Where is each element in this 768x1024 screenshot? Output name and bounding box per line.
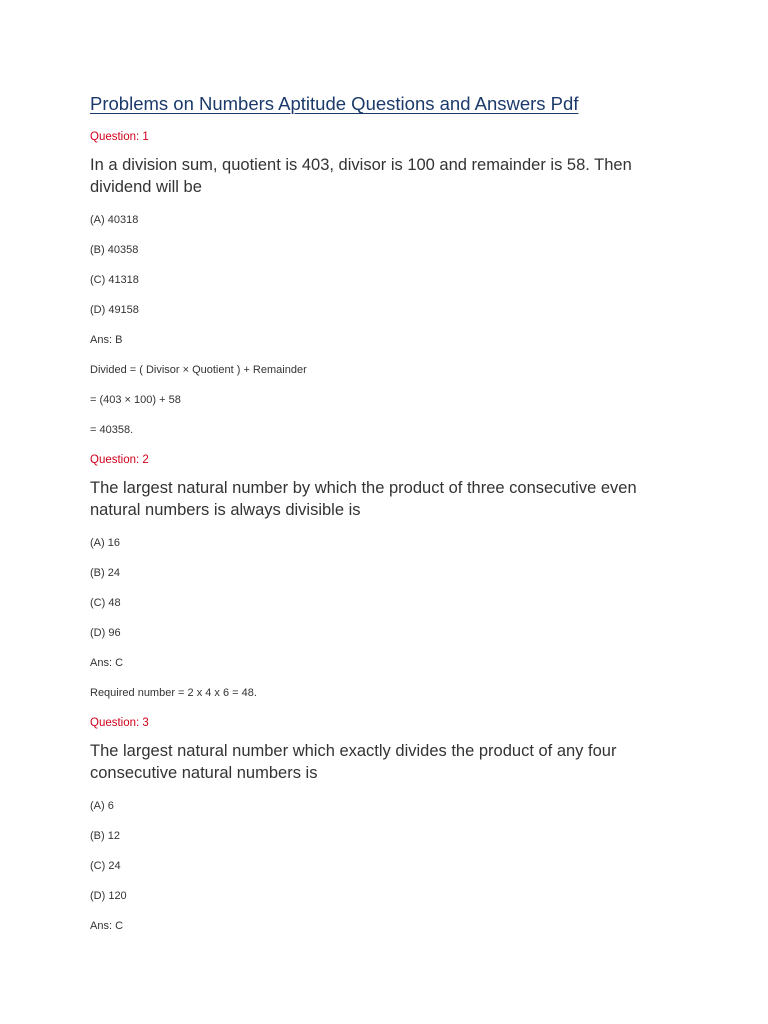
explanation-line: Divided = ( Divisor × Quotient ) + Remainder [90,364,307,376]
explanation-line: = (403 × 100) + 58 [90,394,181,406]
question-text: The largest natural number by which the product of three consecutive even natural numbers is always divisible is [90,479,637,519]
question-label: Question: 1 [90,131,149,143]
option-d: (D) 120 [90,890,127,902]
explanation-line: = 40358. [90,424,134,436]
question-2 [90,453,690,700]
option-d: (D) 49158 [90,304,139,316]
option-c: (C) 41318 [90,274,139,286]
option-a: (A) 6 [90,800,114,812]
answer: Ans: C [90,920,124,932]
option-d: (D) 96 [90,627,121,639]
option-a: (A) 40318 [90,214,139,226]
option-c: (C) 24 [90,860,121,872]
option-a: (A) 16 [90,537,120,549]
option-c: (C) 48 [90,597,121,609]
document-title-link[interactable]: Problems on Numbers Aptitude Questions and Answers Pdf [90,93,579,114]
question-label: Question: 2 [90,454,149,466]
question-text: The largest natural number which exactly divides the product of any four consecutive natural numbers is [90,742,617,782]
question-3 [90,716,690,933]
explanation-line: Required number = 2 x 4 x 6 = 48. [90,687,257,699]
option-b: (B) 40358 [90,244,139,256]
option-b: (B) 12 [90,830,120,842]
document-page [90,92,690,949]
question-label: Question: 3 [90,717,149,729]
question-text: In a division sum, quotient is 403, divisor is 100 and remainder is 58. Then dividend will be [90,156,632,196]
answer: Ans: C [90,657,124,669]
answer: Ans: B [90,334,123,346]
question-1 [90,130,690,437]
option-b: (B) 24 [90,567,120,579]
